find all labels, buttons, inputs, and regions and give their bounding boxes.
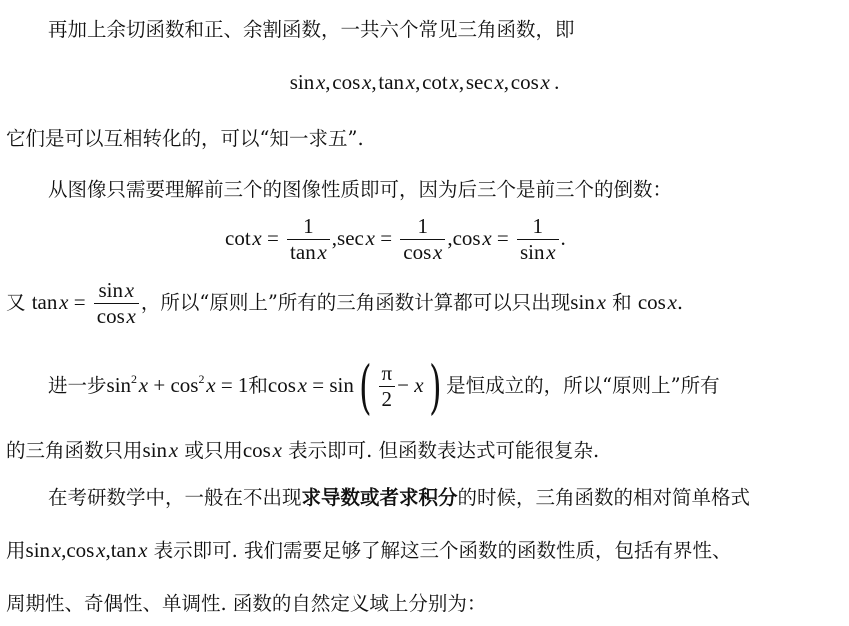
text-p8-end: 表示即可. 我们需要足够了解这三个函数的函数性质，包括有界性、 [153, 539, 732, 562]
text-p9: 周期性、奇偶性、单调性. 函数的自然定义域上分别为： [6, 592, 487, 615]
paragraph-3 [0, 178, 849, 202]
text-p4-prefix: 又 [6, 291, 26, 314]
text-p5-prefix: 进一步 [48, 374, 107, 397]
formula-reciprocals: cot x = $\frac{1}{\text{tan x}}$ ,sec x = $\frac{1}{\text{cos x}}$ ,cos x = $\frac{1}{\text{sin x}}$ . [225, 214, 566, 264]
paragraph-5: 进一步$\sin^2$ $x + \cos^2$ x = 1和cos x = sin( $\frac{\pi}{2}$ − x) 是恒成立的，所以“原则上”所有 [0, 346, 849, 419]
paragraph-4: 又 tan x = $\frac{\text{sin x}}{\text{cos x}}$ ，所以“原则上”所有的三角函数计算都可以只出现sin x 和 cos x. [0, 276, 849, 329]
text-p6-prefix: 的三角函数只用 [6, 439, 143, 462]
text-p7-prefix: 在考研数学中，一般在不出现 [48, 486, 302, 509]
paragraph-8: 用sin x,cos x,tan x 表示即可. 我们需要足够了解这三个函数的函数性质，包括有界性、 [0, 538, 849, 563]
paragraph-2 [0, 127, 849, 151]
text-p6-or: 或只用 [184, 439, 243, 462]
paragraph-9 [0, 592, 849, 616]
text-p8-prefix: 用 [6, 539, 26, 562]
fraction-cot: $\frac{1}{\text{tan x}}$ [287, 214, 330, 265]
text-p7-bold: 求导数或者求积分 [301, 486, 458, 509]
fraction-pi-half: $\frac{\pi}{2}$ [379, 361, 396, 412]
text-p4-and: 和 [612, 291, 632, 314]
fraction-sec: $\frac{1}{\text{cos x}}$ [400, 214, 445, 265]
text-p7-end: 的时候，三角函数的相对简单格式 [457, 486, 751, 509]
paragraph-7 [0, 486, 849, 510]
paragraph-6: 的三角函数只用sin x 或只用cos x 表示即可. 但函数表达式可能很复杂. [0, 438, 849, 463]
fraction-tan: $\frac{\text{sin x}}{\text{cos x}}$ [94, 278, 139, 329]
text-p5-and: 和 [248, 374, 268, 397]
text-p1: 再加上余切函数和正、余割函数，一共六个常见三角函数，即 [48, 18, 575, 41]
formula-list: sin x, cos x, tan x, cot x, sec x, cos x . [289, 70, 560, 94]
text-p5-end: 是恒成立的，所以“原则上”所有 [446, 374, 720, 397]
right-paren: ) [428, 352, 442, 421]
text-p4-mid: ，所以“原则上”所有的三角函数计算都可以只出现 [140, 291, 571, 314]
formula-period: . [554, 70, 560, 94]
paragraph-1 [0, 18, 849, 42]
text-p3: 从图像只需要理解前三个的图像性质即可，因为后三个是前三个的倒数： [48, 178, 673, 201]
text-p2: 它们是可以互相转化的，可以“知一求五”. [6, 127, 364, 150]
fraction-csc: $\frac{1}{\text{sin x}}$ [517, 214, 559, 265]
text-p6-end: 表示即可. 但函数表达式可能很复杂. [288, 439, 600, 462]
text-p4-end: . [676, 291, 684, 314]
formula-six-functions [0, 70, 849, 95]
left-paren: ( [358, 352, 372, 421]
